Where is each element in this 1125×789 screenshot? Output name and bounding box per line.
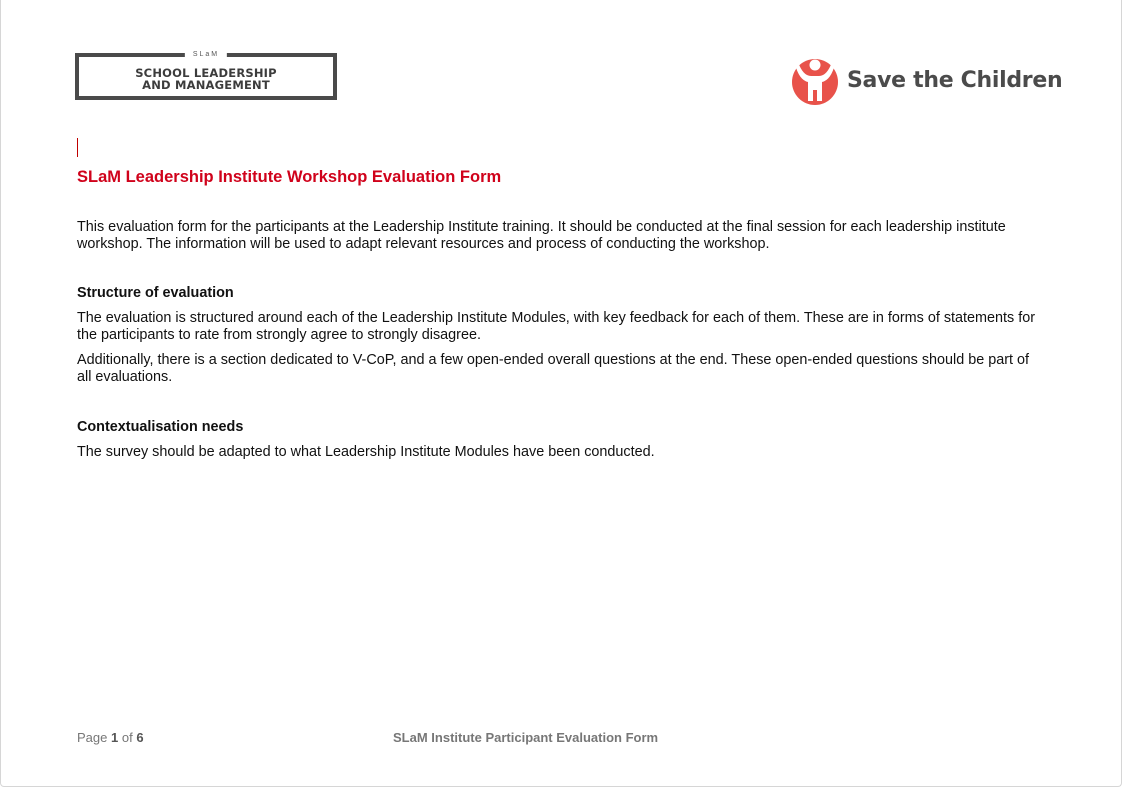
footer-title: SLaM Institute Participant Evaluation Form [393,730,659,745]
save-the-children-name: Save the Children [847,67,1063,93]
page-word: Page [77,730,108,745]
total-pages: 6 [136,730,144,745]
document-body [77,165,1047,461]
slam-logo-line1: SCHOOL LEADERSHIP [135,66,277,80]
intro-paragraph: This evaluation form for the participants at the Leadership Institute training. It should be conducted at the final session for each leadership institute workshop. The information will be used to adapt relevant resources and process of conducting the workshop. [77,219,1006,252]
save-the-children-emblem-icon [791,54,839,106]
section-heading-contextualisation: Contextualisation needs [77,419,244,435]
section-heading-structure: Structure of evaluation [77,285,234,301]
section-paragraph: The evaluation is structured around each of the Leadership Institute Modules, with key feedback for each of them. These are in forms of statements for the participants to rate from strongly agree to strongly disagree. [77,310,1036,343]
of-word: of [121,730,133,745]
slam-logo [75,53,337,100]
text-cursor [77,138,78,157]
slam-logo-line2: AND MANAGEMENT [142,78,270,92]
current-page: 1 [111,730,119,745]
save-the-children-logo [791,54,1062,106]
slam-logo-abbr: SLaM [185,49,227,61]
page-number [77,729,144,746]
section-paragraph: Additionally, there is a section dedicated to V-CoP, and a few open-ended overall questions at the end. These open-ended questions should be part of all evaluations. [77,352,1030,385]
document-title: SLaM Leadership Institute Workshop Evaluation Form [77,168,502,186]
section-paragraph: The survey should be adapted to what Leadership Institute Modules have been conducted. [77,444,655,460]
